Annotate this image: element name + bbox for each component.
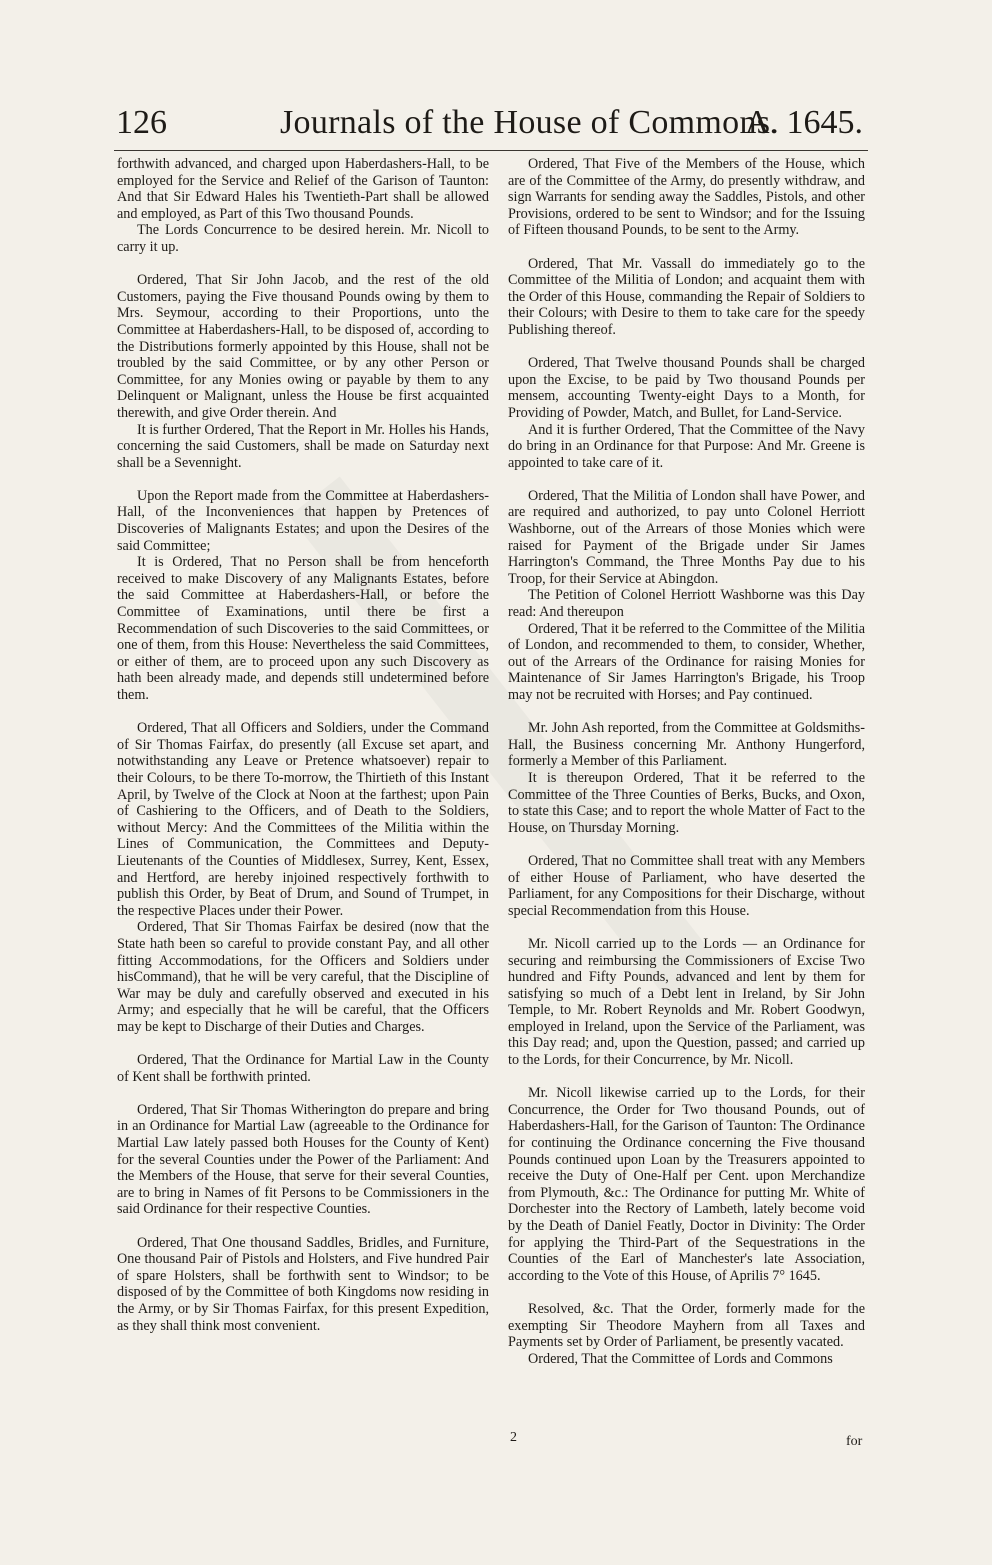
paragraph: Ordered, That Twelve thousand Pounds shall be charged upon the Excise, to be paid by Two thousand Pounds per mensem, accounting Twenty-eight Days to a Month, for Providing of Powder, Match, and Bullet, for Land-Service.	[508, 355, 865, 421]
paragraph: Mr. Nicoll likewise carried up to the Lords, for their Concurrence, the Order for Two thousand Pounds, out of Haberdashers-Hall, for the Garison of Taunton: The Ordinance for continuing the Ordinance concerning the Five thousand Pounds continued upon Loan by the Treasurers appointed to receive the Duty of One-Half per Cent. upon Merchandize from Plymouth, &c.: The Ordinance for putting Mr. White of Dorchester into the Rectory of Lambeth, lately become void by the Death of Daniel Featly, Doctor in Divinity: The Order for applying the Third-Part of the Sequestrations in the Counties of the Earl of Manchester's late Association, according to the Vote of this House, of Aprilis 7° 1645.	[508, 1085, 865, 1284]
paragraph: Ordered, That no Committee shall treat with any Members of either House of Parliament, who have deserted the Parliament, for any Compositions for their Discharge, without special Recommendation from this House.	[508, 852, 865, 919]
paragraph: It is further Ordered, That the Report in Mr. Holles his Hands, concerning the said Customers, shall be made on Saturday next shall be a Sevennight.	[117, 421, 489, 471]
paragraph: Ordered, That Sir Thomas Witherington do prepare and bring in an Ordinance for Martial Law (agreeable to the Ordinance for Martial Law lately passed both Houses for the County of Kent) for the several Counties under the Power of the Parliament: And the Members of the House, that serve for their several Counties, are to bring in Names of fit Persons to be Commissioners in the said Ordinance for their respective Counties.	[117, 1101, 489, 1218]
paragraph: Mr. John Ash reported, from the Committee at Goldsmiths-Hall, the Business concerning Mr. Anthony Hungerford, formerly a Member of this Parliament.	[508, 720, 865, 770]
paragraph: Resolved, &c. That the Order, formerly made for the exempting Sir Theodore Mayhern from all Taxes and Payments set by Order of Parliament, be presently vacated.	[508, 1300, 865, 1351]
paragraph: Ordered, That Five of the Members of the House, which are of the Committee of the Army, do presently withdraw, and sign Warrants for sending away the Saddles, Pistols, and other Provisions, ordered to be sent to Windsor; and for the Issuing of Fifteen thousand Pounds, to be sent to the Army.	[508, 156, 865, 239]
paragraph: The Lords Concurrence to be desired herein. Mr. Nicoll to carry it up.	[117, 222, 489, 255]
paragraph: Ordered, That the Committee of Lords and Commons	[528, 1350, 833, 1367]
paragraph: Ordered, That Mr. Vassall do immediately go to the Committee of the Militia of London; and acquaint them with the Order of this House, commanding the Repair of Soldiers to their Colours; with Desire to them to take care for the speedy Publishing thereof.	[508, 255, 865, 338]
paragraph: forthwith advanced, and charged upon Haberdashers-Hall, to be employed for the Service and Relief of the Garison of Taunton: And that Sir Edward Hales his Twentieth-Part shall be allowed and employed, as Part of this Two thousand Pounds.	[117, 156, 489, 222]
paragraph: It is thereupon Ordered, That it be referred to the Committee of the Three Counties of Berks, Bucks, and Oxon, to state this Case; and to report the whole Matter of Fact to the House, on Thursday Morning.	[508, 769, 865, 836]
page-header	[0, 104, 992, 152]
paragraph: It is Ordered, That no Person shall be from henceforth received to make Discovery of any Malignants Estates, before the said Committee at Haberdashers-Hall, or before the Committee of Examinations, until there be first a Recommendation of such Discoveries to the said Committees, or one of them, from this House: Nevertheless the said Committees, or either of them, are to proceed upon any such Discovery as hath been already made, and depends still undetermined before them.	[117, 554, 489, 703]
paragraph: Ordered, That One thousand Saddles, Bridles, and Furniture, One thousand Pair of Pistols and Holsters, and Five hundred Pair of spare Holsters, shall be forthwith sent to Windsor; to be disposed of by the Committee of both Kingdoms now residing in the Army, or by Sir Thomas Fairfax, for this present Expedition, as they shall think most convenient.	[117, 1234, 489, 1334]
header-rule	[114, 150, 868, 151]
running-title: Journals of the House of Commons.	[280, 104, 780, 141]
paragraph: Ordered, That Sir Thomas Fairfax be desired (now that the State hath been so careful to provide constant Pay, and all other fitting Accommodations, for the Officers and Soldiers under hisCommand), that he will be very careful, that the Discipline of War may be duly and carefully observed and executed in his Army; and especially that he will be careful, that the Officers may be kept to Discharge of their Duties and Charges.	[117, 919, 489, 1035]
paragraph: Ordered, That the Ordinance for Martial Law in the County of Kent shall be forthwith printed.	[117, 1052, 489, 1085]
paragraph: Ordered, That it be referred to the Committee of the Militia of London, and recommended to them, to consider, Whether, out of the Arrears of the Ordinance for raising Monies for Maintenance of Sir James Harrington's Brigade, his Troop may not be recruited with Horses; and Pay continued.	[508, 620, 865, 703]
left-column	[117, 156, 489, 1334]
right-column	[508, 156, 865, 1367]
page-number: 126	[116, 104, 167, 141]
paragraph: Ordered, That all Officers and Soldiers, under the Command of Sir Thomas Fairfax, do presently (all Excuse set apart, and notwithstanding any Leave or Pretence whatsoever) repair to their Colours, to be there To-morrow, the Thirtieth of this Instant April, by Twelve of the Clock at Noon at the farthest; upon Pain of Cashiering to the Officers, and of Death to the Soldiers, without Mercy: And the Committees of the Militia within the Lines of Communication, the Committees and Deputy-Lieutenants of the Counties of Middlesex, Surrey, Kent, Essex, and Hertford, are hereby injoined respectively forthwith to publish this Order, by Beat of Drum, and Sound of Trumpet, in the respective Places under their Power.	[117, 720, 489, 919]
paragraph: Upon the Report made from the Committee at Haberdashers-Hall, of the Inconveniences that happen by Pretences of Discoveries of Malignants Estates; and upon the Desires of the said Committee;	[117, 487, 489, 554]
paragraph: And it is further Ordered, That the Committee of the Navy do bring in an Ordinance for that Purpose: And Mr. Greene is appointed to take care of it.	[508, 421, 865, 471]
paragraph: Ordered, That the Militia of London shall have Power, and are required and authorized, to pay unto Colonel Herriott Washborne, out of the Arrears of those Monies which were raised for Payment of the Brigade under Sir James Harrington's Command, the Three Months Pay due to his Troop, for their Service at Abingdon.	[508, 487, 865, 587]
signature-mark: 2	[510, 1430, 517, 1445]
paragraph: Mr. Nicoll carried up to the Lords — an Ordinance for securing and reimbursing the Commissioners of Excise Two hundred and Fifty Pounds, advanced and lent by them for satisfying so much of a Debt lent in Ireland, by Sir John Temple, to Mr. Robert Reynolds and Mr. Robert Goodwyn, employed in Ireland, upon the Service of the Parliament, was this Day read; and, upon the Question, passed; and carried up to the Lords, for their Concurrence, by Mr. Nicoll.	[508, 935, 865, 1069]
paragraph: The Petition of Colonel Herriott Washborne was this Day read: And thereupon	[508, 587, 865, 621]
year: A. 1645.	[745, 104, 864, 141]
paragraph: Ordered, That Sir John Jacob, and the rest of the old Customers, paying the Five thousand Pounds owing by them to Mrs. Seymour, according to their Proportions, unto the Committee at Haberdashers-Hall, to be disposed of, according to the Distributions formerly appointed by this House, shall not be troubled by the said Committee, or by any other Person or Committee, for any Monies owing or payable by them to any Delinquent or Malignant, unless the House be first acquainted therewith, and give Order therein. And	[117, 272, 489, 421]
catchword: for	[846, 1434, 863, 1449]
